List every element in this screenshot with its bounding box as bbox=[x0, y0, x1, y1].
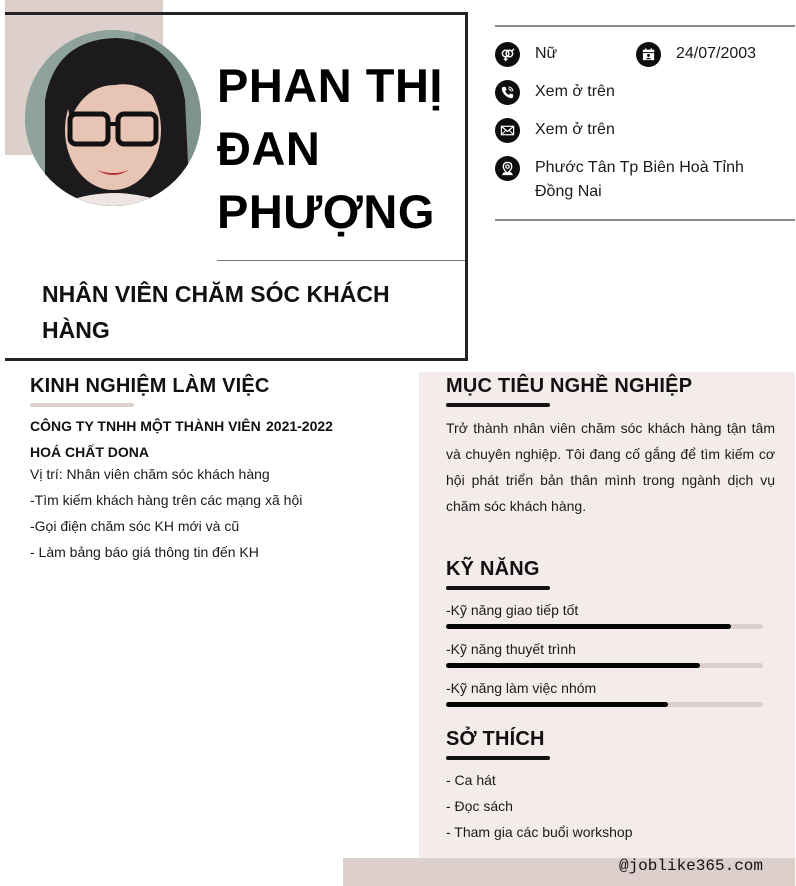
skills-title: KỸ NĂNG bbox=[446, 558, 540, 580]
calendar-icon bbox=[636, 42, 661, 67]
objective-text: Trở thành nhân viên chăm sóc khách hàng tận tâm và chuyên nghiệp. Tôi đang cố gắng để tìm kiếm cơ hội phát triển bản thân mình trong ngành dịch vụ chăm sóc khách hàng. bbox=[446, 420, 775, 514]
header-top-border bbox=[5, 12, 468, 15]
name-line-2: ĐAN bbox=[217, 122, 321, 175]
candidate-name bbox=[217, 54, 457, 243]
skill-bar-fill bbox=[446, 702, 668, 707]
footer-bar bbox=[343, 858, 795, 886]
birthday-value: 24/07/2003 bbox=[676, 45, 757, 62]
phone-value: Xem ở trên bbox=[535, 83, 615, 100]
experience-line: Vị trí: Nhân viên chăm sóc khách hàng bbox=[30, 466, 270, 482]
experience-title-underline bbox=[30, 403, 134, 407]
avatar bbox=[25, 30, 201, 206]
name-line-3: PHƯỢNG bbox=[217, 185, 435, 238]
skill-bar-fill bbox=[446, 624, 731, 629]
hobbies-title-underline bbox=[446, 756, 550, 760]
hobbies-title: SỞ THÍCH bbox=[446, 728, 545, 750]
hobby-item: - Tham gia các buổi workshop bbox=[446, 824, 633, 840]
location-pin-icon bbox=[495, 156, 520, 181]
footer-watermark: @joblike365.com bbox=[618, 857, 763, 875]
experience-line: - Làm bảng báo giá thông tin đến KH bbox=[30, 544, 259, 560]
email-row bbox=[495, 118, 615, 143]
experience-line: -Tìm kiếm khách hàng trên các mạng xã hội bbox=[30, 492, 303, 508]
address-value: Phước Tân Tp Biên Hoà Tỉnh Đồng Nai bbox=[535, 159, 744, 200]
phone-row bbox=[495, 80, 615, 105]
name-line-1: PHAN THỊ bbox=[217, 59, 443, 112]
experience-title: KINH NGHIỆM LÀM VIỆC bbox=[30, 375, 270, 397]
skill-bar-track bbox=[446, 702, 763, 707]
company-name: CÔNG TY TNHH MỘT THÀNH VIÊN HOÁ CHẤT DONA bbox=[30, 418, 261, 460]
phone-icon bbox=[495, 80, 520, 105]
mail-icon bbox=[495, 118, 520, 143]
email-value: Xem ở trên bbox=[535, 121, 615, 138]
info-top-divider bbox=[495, 25, 795, 27]
company-entry bbox=[30, 413, 410, 465]
skill-bar-track bbox=[446, 663, 763, 668]
company-years: 2021-2022 bbox=[266, 418, 333, 434]
header-bottom-border bbox=[5, 358, 468, 361]
gender-icon bbox=[495, 42, 520, 67]
skill-label: -Kỹ năng làm việc nhóm bbox=[446, 680, 597, 696]
gender-value: Nữ bbox=[535, 45, 558, 62]
skill-label: -Kỹ năng thuyết trình bbox=[446, 641, 576, 657]
portrait-photo-icon bbox=[25, 30, 201, 206]
skill-label: -Kỹ năng giao tiếp tốt bbox=[446, 602, 579, 618]
skills-title-underline bbox=[446, 586, 550, 590]
objective-title-underline bbox=[446, 403, 550, 407]
birthday-row bbox=[636, 42, 756, 67]
gender-row bbox=[495, 42, 557, 67]
info-bottom-divider bbox=[495, 219, 795, 221]
hobby-item: - Ca hát bbox=[446, 772, 496, 788]
hobby-item: - Đọc sách bbox=[446, 798, 513, 814]
skill-bar-track bbox=[446, 624, 763, 629]
objective-title: MỤC TIÊU NGHỀ NGHIỆP bbox=[446, 375, 693, 397]
experience-line: -Gọi điện chăm sóc KH mới và cũ bbox=[30, 518, 240, 534]
name-divider bbox=[217, 260, 465, 261]
address-row bbox=[495, 156, 775, 204]
skill-bar-fill bbox=[446, 663, 700, 668]
job-title: NHÂN VIÊN CHĂM SÓC KHÁCH HÀNG bbox=[42, 281, 390, 343]
